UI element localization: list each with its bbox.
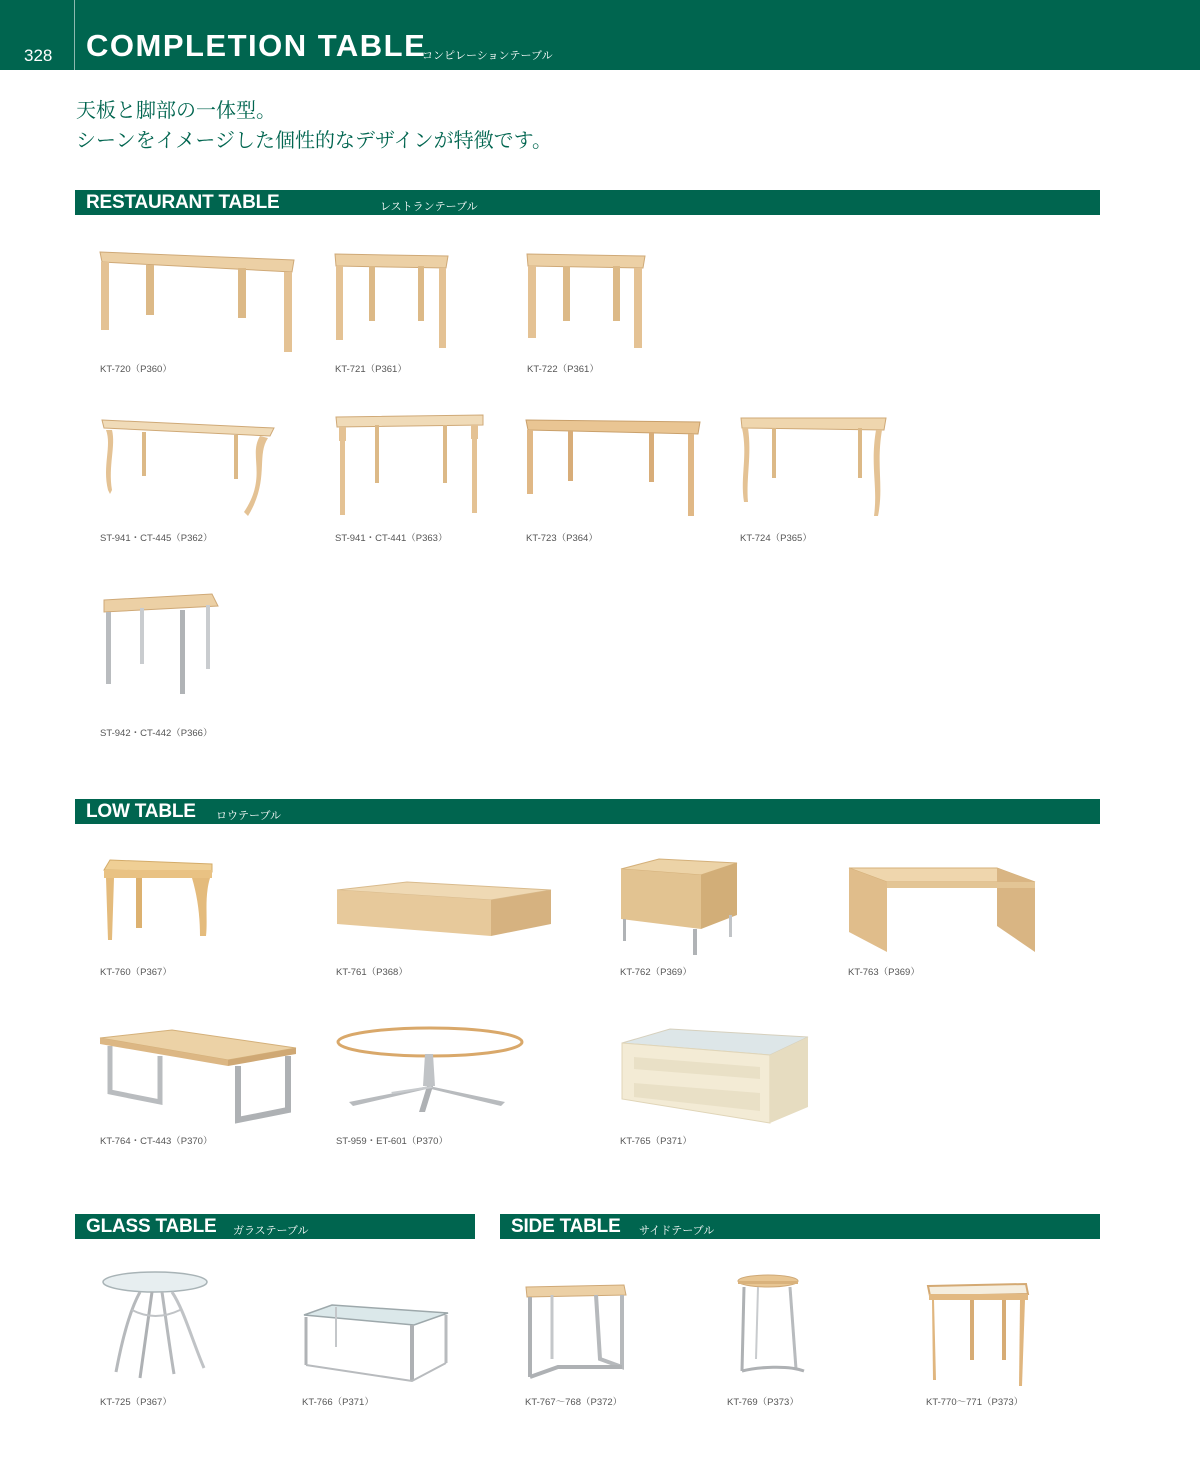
product-kt-762[interactable] xyxy=(619,857,741,957)
product-kt-765[interactable] xyxy=(620,1027,812,1125)
section-subtitle: サイドテーブル xyxy=(639,1224,715,1237)
caption: KT-770～771（P373） xyxy=(926,1397,1024,1408)
caption: KT-761（P368） xyxy=(336,967,408,978)
table-image xyxy=(335,1026,527,1116)
product-kt-720[interactable] xyxy=(98,248,298,358)
product-kt-766[interactable] xyxy=(302,1303,452,1385)
table-image xyxy=(728,1273,808,1383)
table-image xyxy=(100,592,222,698)
intro-line-1: 天板と脚部の一体型。 xyxy=(76,98,276,122)
caption: ST-941・CT-445（P362） xyxy=(100,533,213,544)
product-st-959-et-601[interactable] xyxy=(335,1026,527,1116)
table-image xyxy=(302,1303,452,1385)
caption: KT-769（P373） xyxy=(727,1397,799,1408)
caption: KT-766（P371） xyxy=(302,1397,374,1408)
section-header-restaurant xyxy=(75,190,1100,215)
table-image xyxy=(98,416,278,522)
table-image xyxy=(333,413,493,521)
section-title: LOW TABLE xyxy=(86,801,196,822)
caption: ST-942・CT-442（P366） xyxy=(100,728,213,739)
product-kt-721[interactable] xyxy=(333,252,453,352)
product-kt-770-771[interactable] xyxy=(926,1282,1032,1390)
caption: ST-959・ET-601（P370） xyxy=(336,1136,448,1147)
caption: KT-720（P360） xyxy=(100,364,172,375)
caption: KT-760（P367） xyxy=(100,967,172,978)
page-title: COMPLETION TABLE xyxy=(86,28,427,63)
caption: KT-721（P361） xyxy=(335,364,407,375)
intro-text xyxy=(76,95,552,155)
section-header-side xyxy=(500,1214,1100,1239)
caption: KT-723（P364） xyxy=(526,533,598,544)
section-subtitle: ロウテーブル xyxy=(216,809,282,822)
section-header-glass xyxy=(75,1214,475,1239)
product-st-941-ct-441[interactable] xyxy=(333,413,493,521)
page-number: 328 xyxy=(24,46,53,65)
header-divider xyxy=(74,0,75,70)
product-st-941-ct-445[interactable] xyxy=(98,416,278,522)
header-bar xyxy=(0,0,1200,70)
caption: KT-765（P371） xyxy=(620,1136,692,1147)
product-kt-724[interactable] xyxy=(738,416,890,520)
product-kt-763[interactable] xyxy=(847,866,1039,956)
table-image xyxy=(524,1283,630,1385)
section-title: RESTAURANT TABLE xyxy=(86,192,280,213)
caption: KT-725（P367） xyxy=(100,1397,172,1408)
product-kt-767-768[interactable] xyxy=(524,1283,630,1385)
product-kt-760[interactable] xyxy=(100,858,216,958)
table-image xyxy=(620,1027,812,1125)
table-image xyxy=(525,252,650,352)
caption: KT-724（P365） xyxy=(740,533,812,544)
page-subtitle: コンピレーションテーブル xyxy=(422,49,553,62)
section-header-low xyxy=(75,799,1100,824)
caption: KT-764・CT-443（P370） xyxy=(100,1136,213,1147)
section-title: SIDE TABLE xyxy=(511,1216,621,1237)
table-image xyxy=(335,880,555,940)
caption: KT-762（P369） xyxy=(620,967,692,978)
product-kt-761[interactable] xyxy=(335,880,555,940)
product-kt-722[interactable] xyxy=(525,252,650,352)
product-kt-764-ct-443[interactable] xyxy=(98,1028,300,1126)
intro-line-2: シーンをイメージした個性的なデザインが特徴です。 xyxy=(76,128,552,152)
caption: KT-763（P369） xyxy=(848,967,920,978)
table-image xyxy=(619,857,741,957)
table-image xyxy=(847,866,1039,956)
table-image xyxy=(98,1028,300,1126)
caption: KT-722（P361） xyxy=(527,364,599,375)
product-kt-725[interactable] xyxy=(100,1270,212,1382)
table-image xyxy=(100,1270,212,1382)
section-subtitle: ガラステーブル xyxy=(233,1224,309,1237)
table-image xyxy=(98,248,298,358)
table-image xyxy=(926,1282,1032,1390)
table-image xyxy=(738,416,890,520)
table-image xyxy=(100,858,216,958)
section-subtitle: レストランテーブル xyxy=(380,200,478,213)
table-image xyxy=(524,416,704,520)
product-kt-769[interactable] xyxy=(728,1273,808,1383)
table-image xyxy=(333,252,453,352)
caption: ST-941・CT-441（P363） xyxy=(335,533,448,544)
product-kt-723[interactable] xyxy=(524,416,704,520)
section-title: GLASS TABLE xyxy=(86,1216,217,1237)
caption: KT-767～768（P372） xyxy=(525,1397,623,1408)
product-st-942-ct-442[interactable] xyxy=(100,592,222,698)
